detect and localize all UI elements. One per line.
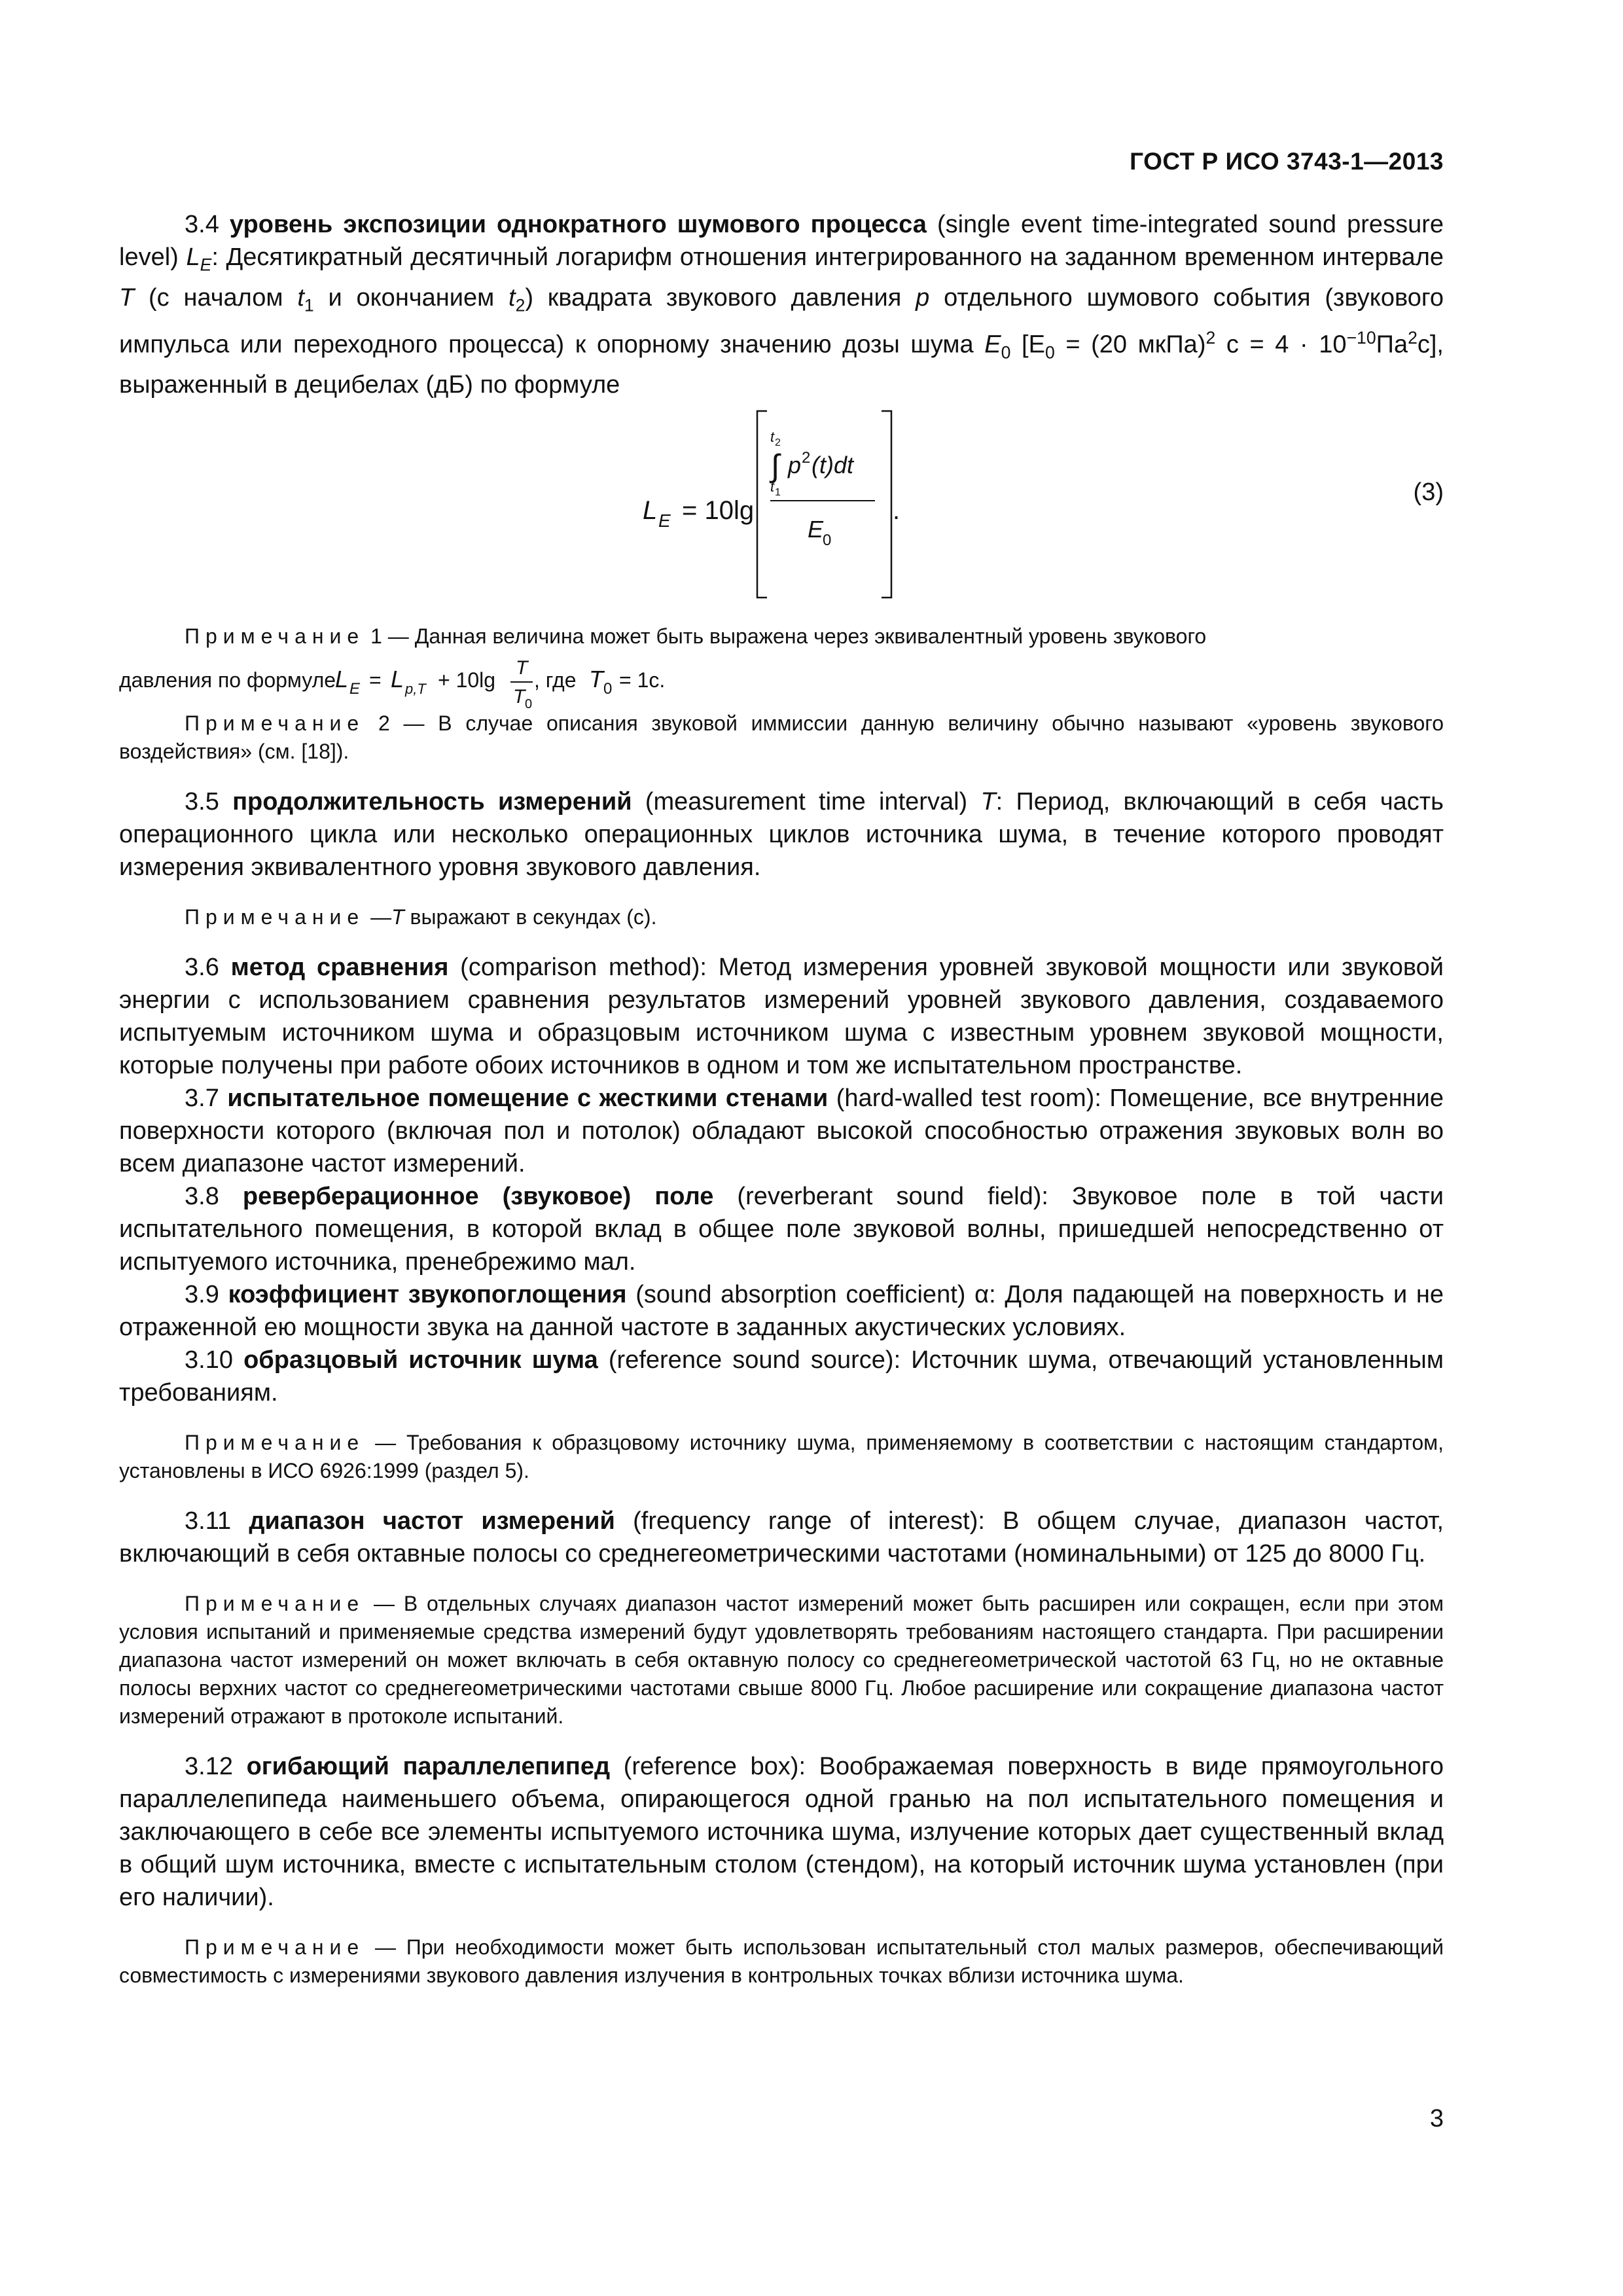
definition-3-9 bbox=[119, 1278, 1444, 1344]
text-sup: 2 bbox=[1408, 328, 1418, 348]
text: : Десятикратный десятичный логарифм отношения интегрированного на заданном временном интервале bbox=[211, 243, 1444, 271]
note-label: Примечание bbox=[185, 711, 365, 736]
note-3-12 bbox=[119, 1933, 1444, 1990]
text: : В общем случае, диапазон частот, включающий в себя октавные полосы со среднегеометрическими частотами (номинальными) от 125 до 8000 Гц. bbox=[119, 1507, 1444, 1568]
symbol: α bbox=[974, 1281, 990, 1309]
english-term: (comparison method) bbox=[460, 954, 700, 982]
note-label: Примечание bbox=[185, 1935, 365, 1960]
english-term: (measurement time interval) bbox=[645, 788, 968, 816]
f-num: T bbox=[516, 657, 528, 679]
section-number: 3.8 bbox=[185, 1183, 219, 1211]
f-T0-sub: 0 bbox=[603, 680, 613, 698]
formula-3-graphic bbox=[643, 401, 1140, 611]
lower-limit: t bbox=[770, 478, 775, 495]
text-sub: 0 bbox=[1044, 342, 1055, 363]
lower-limit-sub: 1 bbox=[775, 487, 781, 499]
f-val: = 1с. bbox=[619, 668, 666, 692]
definition-3-10 bbox=[119, 1344, 1444, 1409]
text: : Доля падающей на поверхность и не отраженной ею мощности звука на данной частоте в заданных акустических условиях. bbox=[119, 1281, 1444, 1342]
text: = (20 мкПа) bbox=[1065, 331, 1206, 359]
note-number: 2 bbox=[378, 711, 390, 736]
definition-3-4 bbox=[119, 208, 1444, 401]
page-number: 3 bbox=[1429, 2105, 1444, 2132]
text-sup: 2 bbox=[1205, 328, 1216, 348]
text-sup: −10 bbox=[1346, 328, 1376, 348]
document-code: ГОСТ Р ИСО 3743-1—2013 bbox=[1130, 148, 1444, 175]
upper-limit: t bbox=[770, 429, 775, 446]
text: : Помещение, все внутренние поверхности которого (включая пол и потолок) обладают высокой способностью отражения звуковых волн во всем диапазоне частот измерений. bbox=[119, 1085, 1444, 1178]
f-T0: T bbox=[589, 666, 603, 693]
f-eq: = bbox=[369, 668, 382, 692]
note-text: — В случае описания звуковой иммиссии данную величину обычно называют «уровень звукового воздействия» (см. [18]). bbox=[119, 711, 1444, 764]
note-text: — Данная величина может быть выражена через эквивалентный уровень звукового bbox=[387, 624, 1207, 649]
term: образцовый источник шума bbox=[243, 1346, 598, 1374]
document-body bbox=[119, 208, 1444, 1990]
lhs-sub: E bbox=[658, 511, 671, 531]
symbol-t2: t bbox=[508, 283, 516, 312]
f-lhs-sub: E bbox=[349, 680, 361, 698]
section-number: 3.5 bbox=[185, 788, 219, 816]
note-1-formula-line bbox=[119, 651, 1444, 709]
term: продолжительность измерений bbox=[232, 788, 632, 816]
term: огибающий параллелепипед bbox=[246, 1753, 611, 1781]
section-number: 3.9 bbox=[185, 1281, 219, 1309]
definition-3-8 bbox=[119, 1180, 1444, 1278]
formula-intro: давления по формуле bbox=[119, 668, 336, 692]
text: [E bbox=[1022, 331, 1045, 359]
note-1 bbox=[119, 622, 1444, 651]
note-1-formula bbox=[119, 651, 839, 709]
note-label: Примечание bbox=[185, 1592, 365, 1616]
term: коэффициент звукопоглощения bbox=[228, 1281, 627, 1309]
english-term: (frequency range of interest) bbox=[633, 1507, 978, 1535]
symbol: L bbox=[186, 243, 200, 271]
symbol-E0-sub: 0 bbox=[1001, 342, 1011, 363]
f-L: L bbox=[391, 666, 404, 693]
symbol-t2-sub: 2 bbox=[515, 295, 526, 315]
english-term: (reference sound source) bbox=[608, 1346, 894, 1374]
term: метод сравнения bbox=[230, 954, 449, 982]
text: : Метод измерения уровней звуковой мощности или звуковой энергии с использованием сравнения результатов измерений уровней звукового давления, создаваемого испытуемым источником шума и образцовым источником шума с известным уровнем звуковой мощности, которые получены при работе обоих источников в одном и том же испытательном пространстве. bbox=[119, 954, 1444, 1080]
english-term: (sound absorption coefficient) bbox=[635, 1281, 966, 1309]
symbol: T bbox=[391, 905, 404, 929]
definition-3-6 bbox=[119, 951, 1444, 1082]
integral-sign: ∫ bbox=[771, 449, 780, 484]
note-text: выражают в секундах (с). bbox=[410, 905, 657, 929]
note-3-10 bbox=[119, 1429, 1444, 1485]
definition-3-11 bbox=[119, 1505, 1444, 1570]
note-3-5: Примечание —T выражают в секундах (с). bbox=[185, 905, 657, 929]
english-term: (reverberant sound field) bbox=[737, 1183, 1042, 1211]
english-term: (reference box) bbox=[623, 1753, 799, 1781]
term: уровень экспозиции однократного шумового процесса bbox=[229, 211, 927, 238]
upper-limit-sub: 2 bbox=[775, 437, 781, 449]
definition-3-7 bbox=[119, 1082, 1444, 1180]
f-den: T bbox=[513, 686, 526, 708]
section-number: 3.7 bbox=[185, 1085, 219, 1113]
f-plus: + 10lg bbox=[438, 668, 496, 692]
text: с = 4 · 10 bbox=[1226, 331, 1347, 359]
section-number: 3.10 bbox=[185, 1346, 233, 1374]
section-number: 3.4 bbox=[185, 211, 219, 238]
section-number: 3.6 bbox=[185, 954, 219, 982]
symbol-p: p bbox=[916, 283, 930, 312]
section-number: 3.11 bbox=[185, 1507, 232, 1535]
symbol-T: T bbox=[119, 283, 135, 312]
left-bracket bbox=[757, 411, 767, 598]
note-3-11 bbox=[119, 1590, 1444, 1731]
text: Па bbox=[1376, 331, 1408, 359]
symbol-sub: E bbox=[200, 255, 212, 275]
formula-3 bbox=[119, 401, 1444, 611]
text: : Период, включающий в себя часть операционного цикла или несколько операционных циклов источника шума, в течение которого проводят измерения эквивалентного уровня звукового давления. bbox=[119, 788, 1444, 882]
formula-number: (3) bbox=[1413, 478, 1444, 507]
term: диапазон частот измерений bbox=[249, 1507, 615, 1535]
f-den-sub: 0 bbox=[525, 697, 533, 710]
text: ) квадрата звукового давления bbox=[525, 283, 902, 312]
symbol: T bbox=[980, 788, 996, 816]
english-term: (single event time-integrated sound pressure level) bbox=[119, 211, 1444, 271]
text: отдельного шумового события (звукового импульса или переходного процесса) к опорному значению дозы шума bbox=[119, 283, 1444, 359]
text: (с началом bbox=[149, 283, 283, 312]
definition-3-5 bbox=[119, 785, 1444, 884]
symbol-E0: E bbox=[984, 331, 1001, 359]
denominator: E bbox=[808, 516, 824, 543]
note-label: Примечание bbox=[185, 1431, 365, 1455]
definition-3-12 bbox=[119, 1750, 1444, 1914]
f-lhs: L bbox=[335, 666, 349, 693]
note-label: Примечание bbox=[185, 624, 365, 649]
symbol-t1-sub: 1 bbox=[304, 295, 314, 315]
section-number: 3.12 bbox=[185, 1753, 233, 1781]
text: : Воображаемая поверхность в виде прямоугольного параллелепипеда наименьшего объема, опирающегося одной гранью на пол испытательного помещения и заключающего в себе все элементы испытуемого источника шума, излучение которых дает существенный вклад в общий шум источника, вместе с испытательным столом (стендом), на который источник шума установлен (при его наличии). bbox=[119, 1753, 1444, 1912]
text: : Источник шума, отвечающий установленным требованиям. bbox=[119, 1346, 1444, 1407]
integrand: p bbox=[788, 452, 802, 479]
note-label: Примечание bbox=[185, 905, 365, 929]
equals-10lg: = 10lg bbox=[682, 496, 755, 526]
f-L-sub: p,T bbox=[405, 681, 426, 698]
english-term: (hard-walled test room) bbox=[836, 1085, 1095, 1113]
integrand-arg: (t)dt bbox=[812, 452, 854, 479]
integrand-sup: 2 bbox=[802, 449, 811, 467]
lhs: L bbox=[643, 496, 658, 526]
period: . bbox=[893, 496, 901, 526]
denominator-sub: 0 bbox=[823, 531, 832, 550]
text: и окончанием bbox=[328, 283, 495, 312]
right-bracket bbox=[882, 411, 891, 598]
f-where: , где bbox=[534, 668, 577, 692]
term: реверберационное (звуковое) поле bbox=[242, 1183, 714, 1211]
note-text: — Требования к образцовому источнику шума, применяемому в соответствии с настоящим стандартом, установлены в ИСО 6926:1999 (раздел 5). bbox=[119, 1431, 1444, 1483]
symbol-t1: t bbox=[297, 283, 304, 312]
term: испытательное помещение с жесткими стенами bbox=[227, 1085, 829, 1113]
text: с], выраженный в децибелах (дБ) по формуле bbox=[119, 331, 1444, 399]
note-text: — В отдельных случаях диапазон частот измерений может быть расширен или сокращен, если при этом условия испытаний и применяемые средства измерений будут удовлетворять требованиям настоящего стандарта. При расширении диапазона частот измерений он может включать в себя октавную полосу со среднегеометрической частотой 63 Гц, но не октавные полосы верхних частот со среднегеометрическими частотами свыше 8000 Гц. Любое расширение или сокращение диапазона частот измерений отражают в протоколе испытаний. bbox=[119, 1592, 1444, 1729]
note-text: — При необходимости может быть использован испытательный стол малых размеров, обеспечивающий совместимость с измерениями звукового давления излучения в контрольных точках вблизи источника шума. bbox=[119, 1935, 1444, 1988]
note-2 bbox=[119, 709, 1444, 766]
note-number: 1 bbox=[370, 624, 382, 649]
text: : Звуковое поле в той части испытательного помещения, в которой вклад в общее поле звуковой волны, пришедшей непосредственно от испытуемого источника, пренебрежимо мал. bbox=[119, 1183, 1444, 1276]
